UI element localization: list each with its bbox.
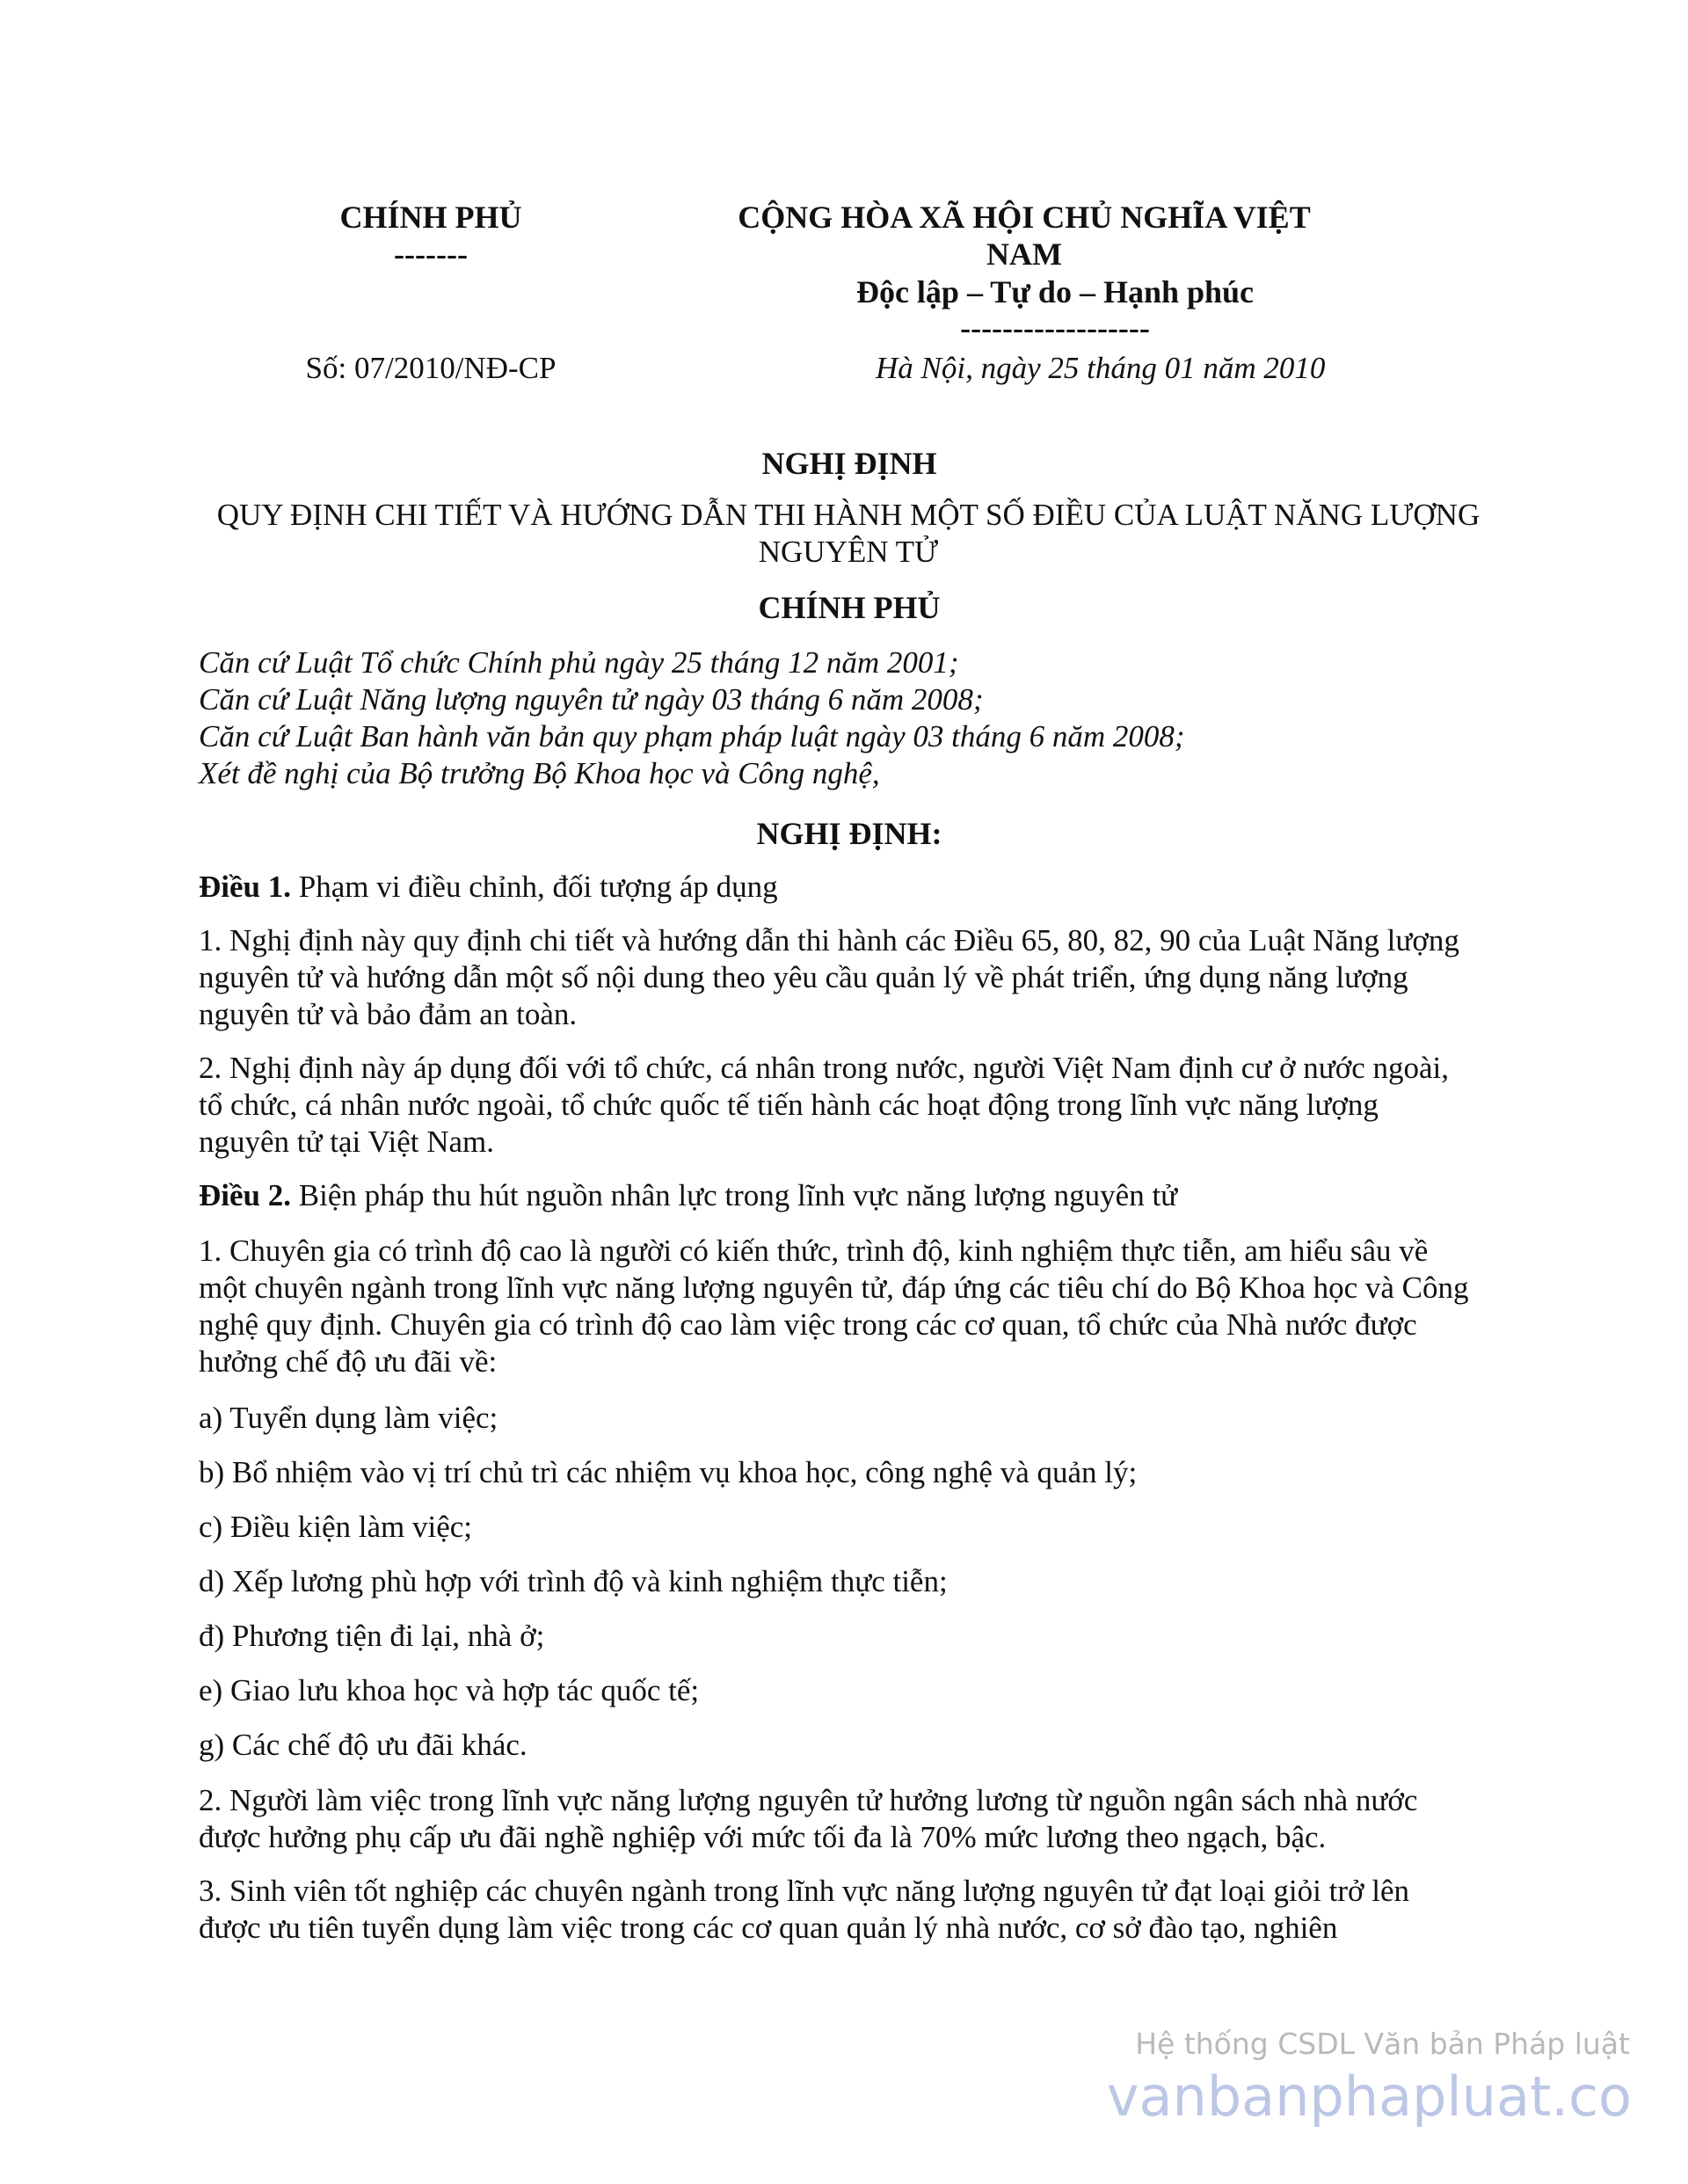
decree-heading: NGHỊ ĐỊNH: [756,816,942,851]
legal-basis-line: Căn cứ Luật Tổ chức Chính phủ ngày 25 tháng 12 năm 2001; [199,645,959,680]
list-item: b) Bổ nhiệm vào vị trí chủ trì các nhiệm vụ khoa học, công nghệ và quản lý; [199,1455,1138,1489]
list-item: g) Các chế độ ưu đãi khác. [199,1728,528,1762]
article-title: Phạm vi điều chỉnh, đối tượng áp dụng [291,870,778,904]
list-item: a) Tuyển dụng làm việc; [199,1401,498,1435]
document-number: Số: 07/2010/NĐ-CP [305,351,557,385]
legal-basis-line: Căn cứ Luật Ban hành văn bản quy phạm pháp luật ngày 03 tháng 6 năm 2008; [199,719,1185,753]
article-1-clause-2: 2. Nghị định này áp dụng đối với tổ chức, cá nhân trong nước, người Việt Nam định cư ở nước ngoài, tổ chức, cá nhân nước ngoài, tổ chức quốc tế tiến hành các hoạt động trong lĩnh vực năng lượng nguyên tử tại Việt Nam. [199,1051,1450,1159]
issuer-heading: CHÍNH PHỦ [758,590,941,625]
motto-rule: ------------------ [960,310,1150,346]
list-item: đ) Phương tiện đi lại, nhà ở; [199,1619,545,1653]
place-and-date: Hà Nội, ngày 25 tháng 01 năm 2010 [876,351,1326,385]
agency-rule: ------- [394,237,468,272]
national-title: CỘNG HÒA XÃ HỘI CHỦ NGHĨA VIỆT NAM [738,200,1311,272]
article-1-clause-1: 1. Nghị định này quy định chi tiết và hướng dẫn thi hành các Điều 65, 80, 82, 90 của Luật Năng lượng nguyên tử và hướng dẫn một số nội dung theo yêu cầu quản lý về phát triển, ứng dụng năng lượng nguyên tử và bảo đảm an toàn. [199,923,1459,1031]
list-item: d) Xếp lương phù hợp với trình độ và kinh nghiệm thực tiễn; [199,1564,948,1598]
list-item: e) Giao lưu khoa học và hợp tác quốc tế; [199,1673,700,1707]
legal-basis-line: Căn cứ Luật Năng lượng nguyên tử ngày 03 tháng 6 năm 2008; [199,682,984,717]
article-2-heading [199,1177,1473,1214]
national-motto: Độc lập – Tự do – Hạnh phúc [855,274,1255,309]
legal-bases [199,644,1473,792]
list-item: c) Điều kiện làm việc; [199,1510,472,1544]
article-1-heading [199,869,1473,906]
watermark-site: vanbanphapluat.co [1106,2064,1632,2129]
article-title: Biện pháp thu hút nguồn nhân lực trong lĩnh vực năng lượng nguyên tử [291,1178,1178,1212]
document-type: NGHỊ ĐỊNH [761,446,937,481]
article-label: Điều 1. [199,870,291,904]
watermark-caption: Hệ thống CSDL Văn bản Pháp luật [1135,2027,1630,2061]
article-2-clause-3: 3. Sinh viên tốt nghiệp các chuyên ngành trong lĩnh vực năng lượng nguyên tử đạt loại giỏi trở lên được ưu tiên tuyển dụng làm việc trong các cơ quan quản lý nhà nước, cơ sở đào tạo, nghiên [199,1874,1409,1945]
article-label: Điều 2. [199,1178,291,1212]
legal-basis-line: Xét đề nghị của Bộ trưởng Bộ Khoa học và Công nghệ, [199,756,880,790]
issuing-agency: CHÍNH PHỦ [339,200,522,235]
document-subject: QUY ĐỊNH CHI TIẾT VÀ HƯỚNG DẪN THI HÀNH MỘT SỐ ĐIỀU CỦA LUẬT NĂNG LƯỢNG NGUYÊN TỬ [216,498,1481,569]
article-2-clause-1: 1. Chuyên gia có trình độ cao là người có kiến thức, trình độ, kinh nghiệm thực tiễn, am hiểu sâu về một chuyên ngành trong lĩnh vực năng lượng nguyên tử, đáp ứng các tiêu chí do Bộ Khoa học và Công nghệ quy định. Chuyên gia có trình độ cao làm việc trong các cơ quan, tổ chức của Nhà nước được hưởng chế độ ưu đãi về: [199,1234,1469,1379]
article-2-clause-2: 2. Người làm việc trong lĩnh vực năng lượng nguyên tử hưởng lương từ nguồn ngân sách nhà nước được hưởng phụ cấp ưu đãi nghề nghiệp với mức tối đa là 70% mức lương theo ngạch, bậc. [199,1783,1418,1854]
